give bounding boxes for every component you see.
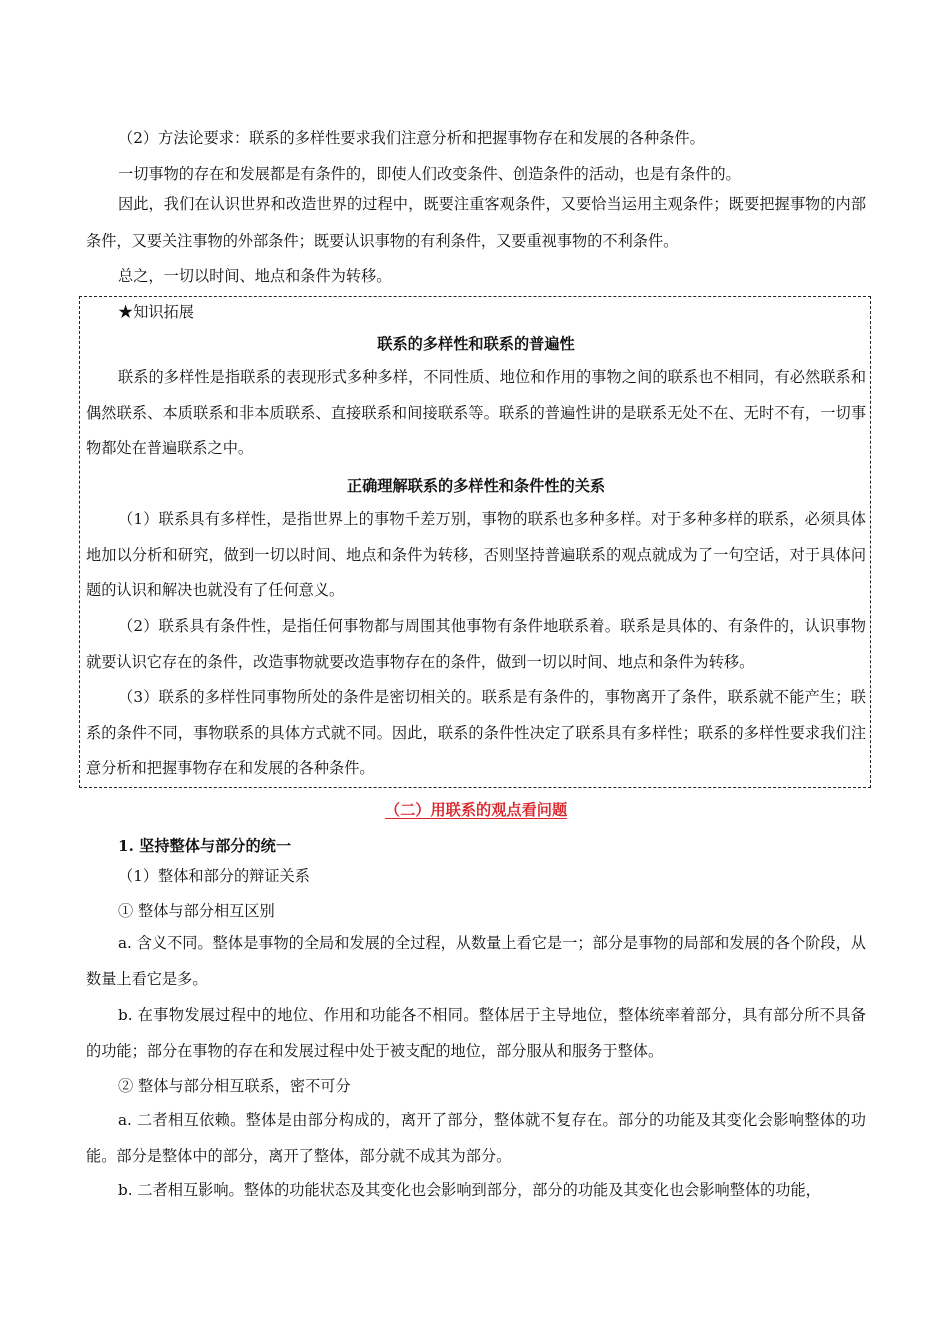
box-paragraph-point-3: （3）联系的多样性同事物所处的条件是密切相关的。联系是有条件的，事物离开了条件，联系就不能产生；联系的条件不同，事物联系的具体方式就不同。因此，联系的条件性决定了联系具有多样性；联系的多样性要求我们注意分析和把握事物存在和发展的各种条件。	[86, 688, 866, 777]
box-paragraph-point-1: （1）联系具有多样性，是指世界上的事物千差万别，事物的联系也多种多样。对于多种多样的联系，必须具体地加以分析和研究，做到一切以时间、地点和条件为转移，否则坚持普遍联系的观点就成为了一句空话，对于具体问题的认识和解决也就没有了任何意义。	[86, 510, 866, 599]
item-a-interdependence: a. 二者相互依赖。整体是由部分构成的，离开了部分，整体就不复存在。部分的功能及其变化会影响整体的功能。部分是整体中的部分，离开了整体，部分就不成其为部分。	[86, 1111, 866, 1165]
conditions-paragraph: 一切事物的存在和发展都是有条件的，即使人们改变条件、创造条件的活动，也是有条件的。	[118, 165, 741, 183]
heading-mutual-connection: ② 整体与部分相互联系，密不可分	[118, 1077, 351, 1095]
heading-dialectical-relation: （1）整体和部分的辩证关系	[118, 867, 310, 885]
box-title-diversity-universality: 联系的多样性和联系的普遍性	[377, 335, 575, 353]
summary-paragraph: 总之，一切以时间、地点和条件为转移。	[118, 267, 392, 285]
heading-whole-part-unity: 1. 坚持整体与部分的统一	[118, 837, 292, 855]
item-b-different-roles: b. 在事物发展过程中的地位、作用和功能各不相同。整体居于主导地位，整体统率着部分，具有部分所不具备的功能；部分在事物的存在和发展过程中处于被支配的地位，部分服从和服务于整体。	[86, 1006, 866, 1060]
box-paragraph-diversity: 联系的多样性是指联系的表现形式多种多样，不同性质、地位和作用的事物之间的联系也不相同，有必然联系和偶然联系、本质联系和非本质联系、直接联系和间接联系等。联系的普遍性讲的是联系无处不在、无时不有，一切事物都处在普遍联系之中。	[86, 368, 866, 457]
therefore-paragraph: 因此，我们在认识世界和改造世界的过程中，既要注重客观条件，又要恰当运用主观条件；既要把握事物的内部条件，又要关注事物的外部条件；既要认识事物的有利条件，又要重视事物的不利条件。	[86, 195, 866, 250]
heading-mutual-distinction: ① 整体与部分相互区别	[118, 902, 275, 920]
box-title-diversity-conditionality: 正确理解联系的多样性和条件性的关系	[346, 477, 606, 495]
box-paragraph-point-2: （2）联系具有条件性，是指任何事物都与周围其他事物有条件地联系着。联系是具体的、有条件的，认识事物就要认识它存在的条件，改造事物就要改造事物存在的条件，做到一切以时间、地点和条件为转移。	[86, 617, 866, 671]
knowledge-expansion-label: ★知识拓展	[118, 303, 194, 321]
section-title	[86, 792, 866, 828]
section-title-text: （二）用联系的观点看问题	[384, 801, 568, 819]
item-b-mutual-influence: b. 二者相互影响。整体的功能状态及其变化也会影响到部分，部分的功能及其变化也会影响整体的功能，	[118, 1181, 821, 1199]
item-a-different-meaning: a. 含义不同。整体是事物的全局和发展的全过程，从数量上看它是一；部分是事物的局部和发展的各个阶段，从数量上看它是多。	[86, 934, 866, 988]
methodology-paragraph: （2）方法论要求：联系的多样性要求我们注意分析和把握事物存在和发展的各种条件。	[118, 129, 705, 147]
